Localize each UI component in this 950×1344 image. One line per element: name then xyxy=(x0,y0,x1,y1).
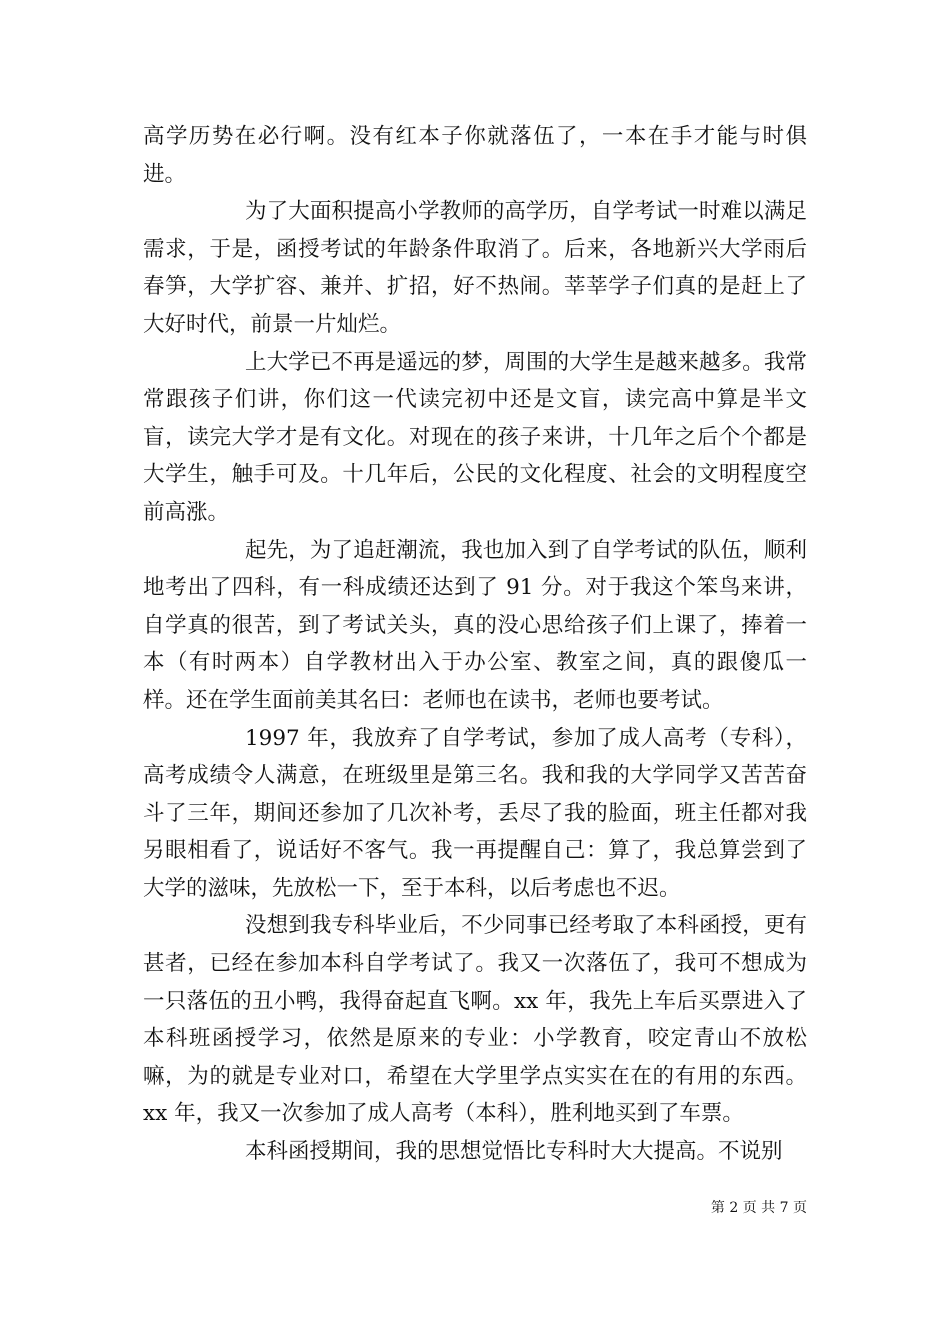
paragraph-5: 1997 年，我放弃了自学考试，参加了成人高考（专科），高考成绩令人满意，在班级里是第三名。我和我的大学同学又苦苦奋斗了三年，期间还参加了几次补考，丢尽了我的脸面，班主任都对我另眼相看了，说话好不客气。我一再提醒自己：算了，我总算尝到了大学的滋味，先放松一下，至于本科，以后考虑也不迟。 xyxy=(143,725,807,901)
paragraph-3: 上大学已不再是遥远的梦，周围的大学生是越来越多。我常常跟孩子们讲，你们这一代读完初中还是文盲，读完高中算是半文盲，读完大学才是有文化。对现在的孩子来讲，十几年之后个个都是大学生，触手可及。十几年后，公民的文化程度、社会的文明程度空前高涨。 xyxy=(143,349,807,525)
paragraph-4: 起先，为了追赶潮流，我也加入到了自学考试的队伍，顺利地考出了四科，有一科成绩还达到了 91 分。对于我这个笨鸟来讲，自学真的很苦，到了考试关头，真的没心思给孩子们上课了，捧着一本（有时两本）自学教材出入于办公室、教室之间，真的跟傻瓜一样。还在学生面前美其名曰：老师也在读书，老师也要考试。 xyxy=(143,537,807,713)
paragraph-7: 本科函授期间，我的思想觉悟比专科时大大提高。不说别 xyxy=(245,1139,783,1165)
paragraph-1: 高学历势在必行啊。没有红本子你就落伍了，一本在手才能与时俱进。 xyxy=(143,124,807,187)
page-number-footer: 第 2 页 共 7 页 xyxy=(710,1200,807,1216)
body-text xyxy=(143,118,807,1171)
paragraph-2: 为了大面积提高小学教师的高学历，自学考试一时难以满足需求，于是，函授考试的年龄条件取消了。后来，各地新兴大学雨后春笋，大学扩容、兼并、扩招，好不热闹。莘莘学子们真的是赶上了大好时代，前景一片灿烂。 xyxy=(143,199,807,337)
paragraph-6: 没想到我专科毕业后，不少同事已经考取了本科函授，更有甚者，已经在参加本科自学考试了。我又一次落伍了，我可不想成为一只落伍的丑小鸭，我得奋起直飞啊。xx 年，我先上车后买票进入了本科班函授学习，依然是原来的专业：小学教育，咬定青山不放松嘛，为的就是专业对口，希望在大学里学点实实在在的有用的东西。xx 年，我又一次参加了成人高考（本科），胜利地买到了车票。 xyxy=(143,913,807,1127)
